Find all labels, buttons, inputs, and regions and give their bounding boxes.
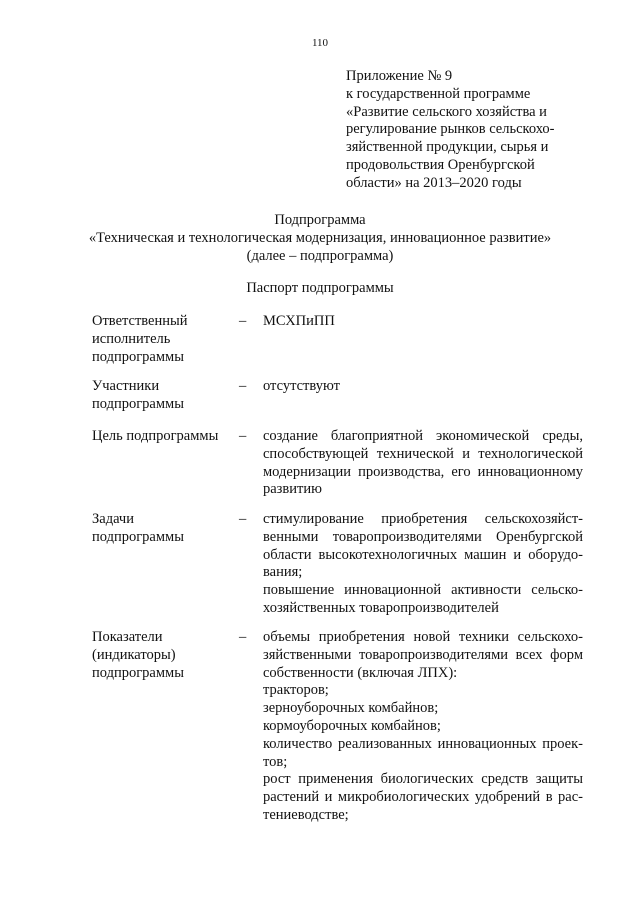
appendix-line: к государственной программе — [346, 85, 531, 102]
passport-title: Паспорт подпрограммы — [246, 280, 394, 296]
row-label: Ответственный исполнитель подпрограммы — [92, 313, 188, 365]
row-label: Участники подпрограммы — [92, 378, 184, 412]
subprogram-name: «Техническая и технологическая модернизация, инновационное развитие» — [88, 229, 552, 246]
row-dash: – — [239, 629, 247, 645]
appendix-line: Приложение № 9 — [346, 68, 453, 84]
page-number: 110 — [311, 37, 329, 49]
appendix-line: зяйственной продукции, сырья и — [346, 139, 549, 156]
appendix-line: продовольствия Оренбургской — [346, 156, 535, 173]
row-dash: – — [239, 511, 247, 527]
subprogram-note: (далее – подпрограмма) — [246, 247, 394, 264]
row-label: Цель подпрограммы — [92, 428, 219, 444]
row-value: отсутствуют — [263, 378, 340, 394]
row-value: МСХПиПП — [263, 313, 335, 329]
row-value: создание благоприятной экономической среды, способствующей технической и технологической модернизации производства, его инновационному развитию — [263, 428, 583, 498]
appendix-line: области» на 2013–2020 годы — [346, 174, 522, 191]
row-dash: – — [239, 428, 247, 444]
appendix-header — [346, 68, 608, 193]
appendix-line: регулирование рынков сельскохо- — [346, 121, 555, 138]
row-value: объемы приобретения новой техники сельскохо- зяйственными товаропроизводителями всех форм собственности (включая ЛПХ): тракторов; зерноуборочных комбайнов; кормоуборочных комбайнов; количество реализованных инновационных проек- тов; рост применения биологических средств защиты растений и микробиологических удобрений в рас- тениеводстве; — [263, 629, 583, 823]
appendix-line: «Развитие сельского хозяйства и — [346, 103, 547, 120]
row-dash: – — [239, 378, 247, 394]
subprogram-title — [60, 212, 580, 265]
row-value: стимулирование приобретения сельскохозяйст- венными товаропроизводителями Оренбургской области высокотехнологичных машин и оборудо- вания; повышение инновационной активности сельско- хозяйственных товаропроизводителей — [263, 511, 583, 616]
row-dash: – — [239, 313, 247, 329]
row-label: Показатели (индикаторы) подпрограммы — [92, 629, 184, 681]
subprogram-heading: Подпрограмма — [274, 212, 366, 228]
row-label: Задачи подпрограммы — [92, 511, 184, 545]
